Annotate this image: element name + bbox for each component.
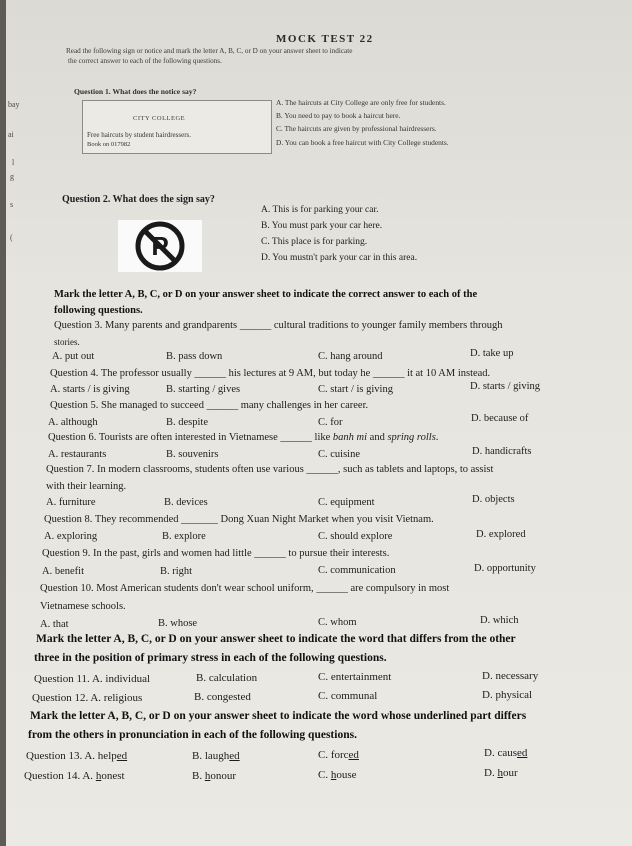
question-7-stem-line-2: with their learning. xyxy=(46,481,127,492)
question-7-option-a: A. furniture xyxy=(46,497,96,508)
worksheet-page xyxy=(6,0,632,846)
question-8-option-b: B. explore xyxy=(162,531,206,542)
section-3-heading-line-1: Mark the letter A, B, C, or D on your answer sheet to indicate the word whose underlined part differs xyxy=(30,710,527,722)
question-11-option-a: Question 11. A. individual xyxy=(34,673,151,685)
question-9-option-c: C. communication xyxy=(318,565,396,576)
notice-line-2: Book on 017982 xyxy=(87,141,131,148)
question-4-option-d: D. starts / giving xyxy=(470,381,540,392)
question-13-option-d: D. caused xyxy=(484,747,528,759)
question-10-option-d: D. which xyxy=(480,615,519,626)
question-13-option-a: Question 13. A. helped xyxy=(26,750,128,762)
question-13-option-b: B. laughed xyxy=(192,750,240,762)
question-11-option-b: B. calculation xyxy=(196,672,258,684)
question-7-stem: Question 7. In modern classrooms, students often use various ______, such as tablets and laptops, to assist xyxy=(46,464,494,475)
question-7-option-c: C. equipment xyxy=(318,497,375,508)
question-9-stem: Question 9. In the past, girls and women had little ______ to pursue their interests. xyxy=(42,548,390,559)
question-12-option-a: Question 12. A. religious xyxy=(32,692,143,704)
question-2-option-d: D. You mustn't park your car in this area. xyxy=(261,253,418,263)
question-1-option-a: A. The haircuts at City College are only free for students. xyxy=(276,98,446,107)
notice-box xyxy=(82,100,272,154)
question-4-option-b: B. starting / gives xyxy=(166,384,241,395)
question-1-option-d: D. You can book a free haircut with City College students. xyxy=(276,138,449,147)
question-3-option-a: A. put out xyxy=(52,351,95,362)
question-10-stem: Question 10. Most American students don't wear school uniform, ______ are compulsory in most xyxy=(40,583,450,594)
section-2-heading-line-1: Mark the letter A, B, C, or D on your answer sheet to indicate the word that differs from the other xyxy=(36,633,516,645)
question-7-option-b: B. devices xyxy=(164,497,208,508)
question-2-option-a: A. This is for parking your car. xyxy=(261,205,379,215)
margin-mark: l xyxy=(12,158,15,167)
question-3-stem: Question 3. Many parents and grandparents ______ cultural traditions to younger family members through xyxy=(54,320,503,331)
question-6-option-a: A. restaurants xyxy=(48,449,107,460)
question-10-stem-line-2: Vietnamese schools. xyxy=(40,601,126,612)
question-1-option-b: B. You need to pay to book a haircut here. xyxy=(276,111,401,120)
question-5-option-d: D. because of xyxy=(471,413,529,424)
question-12-option-c: C. communal xyxy=(318,690,378,702)
question-9-option-b: B. right xyxy=(160,566,193,577)
question-4-option-a: A. starts / is giving xyxy=(50,384,130,395)
question-5-option-c: C. for xyxy=(318,417,343,428)
question-1-option-c: C. The haircuts are given by professional hairdressers. xyxy=(276,124,437,133)
question-3-option-d: D. take up xyxy=(470,348,514,359)
question-5-option-b: B. despite xyxy=(166,417,208,428)
question-5-option-a: A. although xyxy=(48,417,98,428)
question-12-option-d: D. physical xyxy=(482,689,533,701)
no-parking-sign-icon xyxy=(118,220,202,272)
question-3-option-c: C. hang around xyxy=(318,351,383,362)
question-6-stem: Question 6. Tourists are often interested in Vietnamese ______ like banh mi and spring rolls. xyxy=(48,432,439,443)
margin-mark: ai xyxy=(8,130,14,139)
section-2-heading-line-2: three in the position of primary stress in each of the following questions. xyxy=(34,652,387,664)
question-14-option-a: Question 14. A. honest xyxy=(24,770,125,782)
notice-heading: CITY COLLEGE xyxy=(133,115,186,122)
question-3-option-b: B. pass down xyxy=(166,351,223,362)
section-1-heading-line-2: following questions. xyxy=(54,305,143,316)
question-2-option-b: B. You must park your car here. xyxy=(261,221,383,231)
question-2-option-c: C. This place is for parking. xyxy=(261,237,368,247)
margin-mark: bay xyxy=(8,100,20,109)
question-14-option-c: C. house xyxy=(318,769,357,781)
question-13-option-c: C. forced xyxy=(318,749,359,761)
question-11-option-d: D. necessary xyxy=(482,670,539,682)
notice-line-1: Free haircuts by student hairdressers. xyxy=(87,131,191,139)
question-9-option-a: A. benefit xyxy=(42,566,84,577)
instruction-line-2: the correct answer to each of the following questions. xyxy=(68,57,222,65)
question-8-option-a: A. exploring xyxy=(44,531,98,542)
question-1-prompt: Question 1. What does the notice say? xyxy=(74,87,197,96)
question-8-option-d: D. explored xyxy=(476,529,526,540)
question-12-option-b: B. congested xyxy=(194,691,251,703)
sign-letter: P xyxy=(151,231,169,261)
question-10-option-a: A. that xyxy=(40,619,69,630)
section-1-heading-line-1: Mark the letter A, B, C, or D on your answer sheet to indicate the correct answer to each of the xyxy=(54,289,478,300)
question-9-option-d: D. opportunity xyxy=(474,563,536,574)
question-2-prompt: Question 2. What does the sign say? xyxy=(62,194,215,205)
section-3-heading-line-2: from the others in pronunciation in each of the following questions. xyxy=(28,729,357,741)
question-4-stem: Question 4. The professor usually ______ his lectures at 9 AM, but today he ______ it at 10 AM instead. xyxy=(50,368,491,379)
question-8-stem: Question 8. They recommended _______ Dong Xuan Night Market when you visit Vietnam. xyxy=(44,514,434,525)
question-11-option-c: C. entertainment xyxy=(318,671,392,683)
margin-mark: ( xyxy=(10,233,13,242)
margin-mark: s xyxy=(10,200,14,209)
question-6-option-d: D. handicrafts xyxy=(472,446,532,457)
question-4-option-c: C. start / is giving xyxy=(318,384,393,395)
question-6-option-b: B. souvenirs xyxy=(166,449,219,460)
question-7-option-d: D. objects xyxy=(472,494,515,505)
question-6-option-c: C. cuisine xyxy=(318,449,360,460)
question-3-stem-line-2: stories. xyxy=(54,337,80,347)
question-8-option-c: C. should explore xyxy=(318,531,393,542)
page-title: MOCK TEST 22 xyxy=(276,33,374,45)
question-5-stem: Question 5. She managed to succeed ______ many challenges in her career. xyxy=(50,400,369,411)
instruction-line-1: Read the following sign or notice and mark the letter A, B, C, or D on your answer sheet to indicate xyxy=(66,47,353,55)
no-parking-sign xyxy=(118,220,202,272)
question-14-option-b: B. honour xyxy=(192,770,237,782)
question-10-option-b: B. whose xyxy=(158,618,198,629)
question-10-option-c: C. whom xyxy=(318,617,357,628)
question-14-option-d: D. hour xyxy=(484,767,518,779)
margin-mark: g xyxy=(10,172,14,181)
